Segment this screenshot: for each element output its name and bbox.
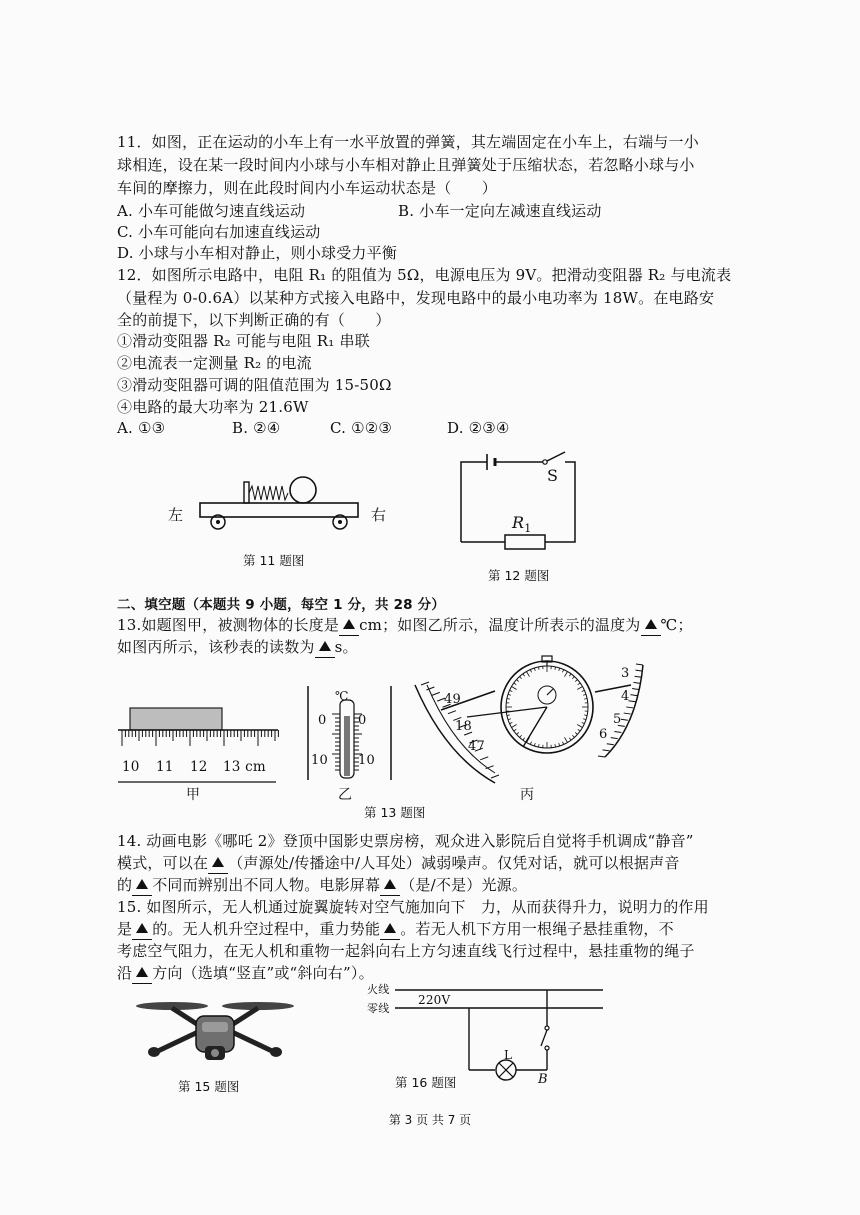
q11-line-2: 球相连，设在某一段时间内小球与小车相对静止且弹簧处于压缩状态，若忽略小球与小 <box>117 156 695 174</box>
tick-mark <box>626 707 633 708</box>
tick-mark <box>577 687 582 690</box>
tick-mark <box>621 719 628 720</box>
answer-triangle-icon <box>136 879 148 889</box>
tick-mark <box>582 690 585 691</box>
q15-line-4: 沿 方向（选填“竖直”或“斜向右”）。 <box>117 964 374 982</box>
q11-line-3: 车间的摩擦力，则在此段时间内小车运动状态是（ ） <box>117 179 498 197</box>
tick-mark <box>508 694 511 695</box>
q12-statement-2: ②电流表一定测量 R₂ 的电流 <box>117 354 312 372</box>
tick-mark <box>527 671 530 676</box>
tick-mark <box>491 775 499 778</box>
figure-15-drone <box>130 996 300 1071</box>
tick-mark <box>565 671 568 676</box>
figure-11-cart <box>160 470 400 540</box>
tick-mark <box>584 698 587 699</box>
page-footer: 第 3 页 共 7 页 <box>388 1113 472 1127</box>
tick-mark <box>575 732 577 734</box>
q14-blank-2[interactable] <box>132 875 152 896</box>
fig16-voltage: 220V <box>418 993 451 1007</box>
ruler-label: 甲 <box>186 787 201 803</box>
tick-mark <box>635 670 642 671</box>
tick-mark <box>517 680 519 682</box>
tick-mark <box>569 738 571 740</box>
ruler-tick-12: 12 <box>190 759 208 775</box>
tick-mark <box>520 677 522 679</box>
tick-mark <box>634 682 641 683</box>
tick-mark <box>511 725 516 728</box>
thermo-label: 乙 <box>338 787 353 803</box>
tick-mark <box>480 757 488 760</box>
q11-line-1: 11．如图，正在运动的小车上有一水平放置的弹簧，其左端固定在小车上，右端与一小 <box>117 133 699 151</box>
tick-mark <box>448 711 456 714</box>
fig16-point-label: B <box>538 1072 548 1087</box>
fig12-switch-label: S <box>547 466 559 485</box>
q12-statement-3: ③滑动变阻器可调的阻值范围为 15-50Ω <box>117 376 392 394</box>
tick-mark <box>538 744 539 747</box>
fig16-caption: 第 16 题图 <box>395 1075 457 1090</box>
tick-mark <box>514 729 516 731</box>
q14-blank-3[interactable] <box>380 875 400 896</box>
tick-mark <box>598 756 605 757</box>
stopwatch-label: 丙 <box>520 787 535 803</box>
section-2-heading: 二、填空题（本题共 9 小题，每空 1 分，共 28 分） <box>117 597 446 613</box>
tick-mark <box>520 735 522 737</box>
fig16-fire-label: 火线 <box>367 983 390 996</box>
tick-mark <box>559 743 560 746</box>
ruler-tick-11: 11 <box>156 759 174 775</box>
stopwatch-left-49: 49 <box>444 692 461 707</box>
tick-mark <box>584 715 587 716</box>
tick-mark <box>635 676 642 677</box>
tick-mark <box>630 695 637 696</box>
q15-line-1: 15. 如图所示，无人机通过旋翼旋转对空气施加向下 力，从而获得升力，说明力的作用 <box>117 898 709 916</box>
fig13-caption: 第 13 题图 <box>364 805 426 820</box>
tick-mark <box>632 689 639 690</box>
tick-mark <box>559 668 560 671</box>
q14-line-2: 模式，可以在 （声源处/传播途中/人耳处）减弱噪声。仅凭对话，就可以根据声音 <box>117 854 680 872</box>
tick-mark <box>562 670 563 673</box>
tick-mark <box>565 737 568 742</box>
q11-option-b: B. 小车一定向左减速直线运动 <box>398 202 602 220</box>
tick-mark <box>523 738 525 740</box>
fig16-lamp-label: L <box>504 1048 513 1062</box>
ruler-tick-10: 10 <box>122 759 140 775</box>
q15-blank-3[interactable] <box>132 963 152 984</box>
fig11-left-label: 左 <box>168 506 184 524</box>
q12-option-c: C. ①②③ <box>330 419 393 437</box>
q12-option-a: A. ①③ <box>117 419 166 437</box>
q11-option-a: A. 小车可能做匀速直线运动 <box>117 202 306 220</box>
tick-mark <box>578 729 580 731</box>
q13-line-2: 如图丙所示，该秒表的读数为 s。 <box>117 638 358 656</box>
tick-mark <box>523 674 525 676</box>
answer-triangle-icon <box>136 967 148 977</box>
stopwatch-right-5: 5 <box>613 712 622 727</box>
q15-blank-2[interactable] <box>380 919 400 940</box>
q14-blank-1[interactable] <box>208 853 228 874</box>
tick-mark <box>514 683 516 685</box>
tick-mark <box>577 725 582 728</box>
tick-mark <box>636 664 643 665</box>
thermo-bottom-left: 10 <box>311 753 328 768</box>
q12-line-1: 12．如图所示电路中，电阻 R₁ 的阻值为 5Ω，电源电压为 9V。把滑动变阻器 R₂ 与电流表 <box>117 266 732 284</box>
q14-line-1: 14. 动画电影《哪吒 2》登顶中国影史票房榜，观众进入影院后自觉将手机调成“静音” <box>117 832 694 850</box>
tick-mark <box>555 744 556 747</box>
q12-option-d: D. ②③④ <box>447 419 510 437</box>
answer-triangle-icon <box>384 879 396 889</box>
tick-mark <box>628 701 635 702</box>
answer-triangle-icon <box>645 619 657 629</box>
q13-blank-1[interactable] <box>339 615 359 636</box>
tick-mark <box>511 687 516 690</box>
tick-mark <box>583 694 586 695</box>
tick-mark <box>508 719 511 720</box>
tick-mark <box>572 677 574 679</box>
stopwatch-left-18: 18 <box>455 719 472 734</box>
tick-mark <box>517 732 519 734</box>
tick-mark <box>534 668 535 671</box>
fig16-zero-label: 零线 <box>367 1002 390 1015</box>
figure-13-thermometer <box>306 686 396 786</box>
tick-mark <box>507 715 510 716</box>
figure-13-stopwatch <box>405 655 645 785</box>
answer-triangle-icon <box>212 857 224 867</box>
q13-blank-3[interactable] <box>315 637 335 658</box>
ruler-tick-13: 13 cm <box>223 759 266 775</box>
tick-mark <box>510 722 513 723</box>
tick-mark <box>607 744 614 745</box>
q15-line-3: 考虑空气阻力，在无人机和重物一起斜向右上方匀速直线飞行过程中，悬挂重物的绳子 <box>117 942 695 960</box>
stopwatch-left-47: 47 <box>468 739 485 754</box>
tick-mark <box>614 731 621 732</box>
q12-option-b: B. ②④ <box>232 419 281 437</box>
q12-statement-1: ①滑动变阻器 R₂ 可能与电阻 R₁ 串联 <box>117 332 370 350</box>
fig12-caption: 第 12 题图 <box>488 568 550 583</box>
q13-blank-2[interactable] <box>641 615 661 636</box>
answer-triangle-icon <box>343 619 355 629</box>
q12-statement-4: ④电路的最大功率为 21.6W <box>117 398 309 416</box>
figure-13-ruler <box>118 700 278 760</box>
tick-mark <box>569 674 571 676</box>
q12-line-3: 全的前提下，以下判断正确的有（ ） <box>117 311 391 329</box>
tick-mark <box>611 738 618 739</box>
q12-line-2: （量程为 0-0.6A）以某种方式接入电路中，发现电路中的最小电功率为 18W。在电路安 <box>117 289 715 307</box>
tick-mark <box>575 680 577 682</box>
thermo-bottom-right: 10 <box>358 753 375 768</box>
q15-line-2: 是 的。无人机升空过程中，重力势能 。若无人机下方用一根绳子悬挂重物，不 <box>117 920 674 938</box>
tick-mark <box>578 683 580 685</box>
ruler-baseline <box>118 780 278 784</box>
stopwatch-right-6: 6 <box>599 727 608 742</box>
tick-mark <box>510 690 513 691</box>
tick-mark <box>507 698 510 699</box>
tick-mark <box>572 735 574 737</box>
thermo-unit: ℃ <box>335 689 349 703</box>
fig11-right-label: 右 <box>371 506 387 524</box>
tick-mark <box>534 743 535 746</box>
q15-blank-1[interactable] <box>132 919 152 940</box>
fig15-caption: 第 15 题图 <box>178 1079 240 1094</box>
tick-mark <box>583 719 586 720</box>
stopwatch-right-3: 3 <box>621 666 630 681</box>
q11-option-d: D. 小球与小车相对静止，则小球受力平衡 <box>117 244 398 262</box>
tick-mark <box>530 670 531 673</box>
tick-mark <box>421 682 429 685</box>
q11-option-c: C. 小车可能向右加速直线运动 <box>117 223 321 241</box>
tick-mark <box>432 692 440 695</box>
answer-triangle-icon <box>319 641 331 651</box>
thermo-top-right: 0 <box>358 713 367 728</box>
answer-triangle-icon <box>136 923 148 933</box>
tick-mark <box>624 713 631 714</box>
fig11-caption: 第 11 题图 <box>243 553 305 568</box>
thermo-top-left: 0 <box>318 713 327 728</box>
tick-mark <box>538 667 539 670</box>
tick-mark <box>562 742 563 745</box>
tick-mark <box>582 722 585 723</box>
q14-line-3: 的 不同而辨别出不同人物。电影屏幕 （是/不是）光源。 <box>117 876 528 894</box>
tick-mark <box>555 667 556 670</box>
tick-mark <box>603 750 610 751</box>
tick-mark <box>530 742 531 745</box>
q13-line-1: 13.如题图甲，被测物体的长度是 cm；如图乙所示，温度计所表示的温度为 ℃； <box>117 616 693 634</box>
fig12-resistor-label: $R_1$ <box>512 513 532 536</box>
stopwatch-right-4: 4 <box>621 689 630 704</box>
answer-triangle-icon <box>384 923 396 933</box>
